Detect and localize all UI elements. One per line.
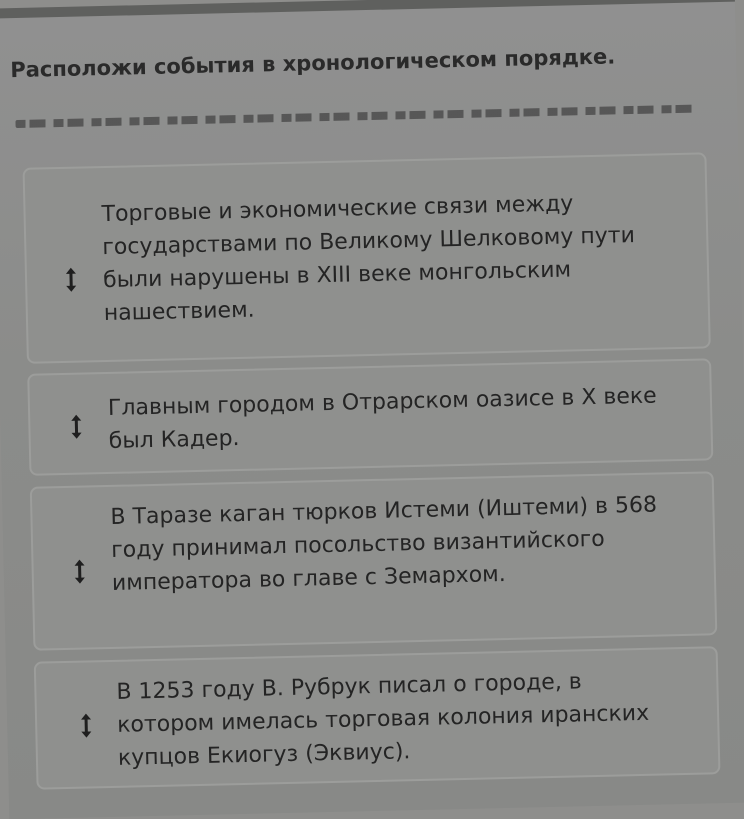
reorder-arrows-icon[interactable] bbox=[77, 712, 96, 738]
sortable-item-4[interactable] bbox=[34, 646, 721, 789]
top-strip bbox=[0, 0, 735, 19]
item-text: Главным городом в Отрарском оазисе в X веке был Кадер. bbox=[107, 383, 657, 454]
reorder-arrows-icon[interactable] bbox=[67, 414, 86, 440]
reorder-arrows-icon[interactable] bbox=[70, 558, 89, 584]
item-text: В 1253 году В. Рубрук писал о городе, в котором имелась торговая колония иранских купцов Екиогуз (Эквиус). bbox=[116, 669, 650, 771]
item-text: В Таразе каган тюрков Истеми (Иштеми) в 568 году принимал посольство византийского императора во главе с Земархом. bbox=[110, 492, 658, 596]
item-text: Торговые и экономические связи между государствами по Великому Шелковому пути были нарушены в XIII веке монгольским нашествием. bbox=[101, 191, 636, 327]
sortable-item-3[interactable] bbox=[30, 471, 718, 650]
sortable-item-1[interactable] bbox=[23, 152, 711, 363]
page-title: Расположи события в хронологическом порядке. bbox=[10, 44, 616, 83]
reorder-arrows-icon[interactable] bbox=[62, 267, 81, 293]
divider bbox=[15, 105, 695, 128]
sortable-item-2[interactable] bbox=[27, 358, 713, 475]
